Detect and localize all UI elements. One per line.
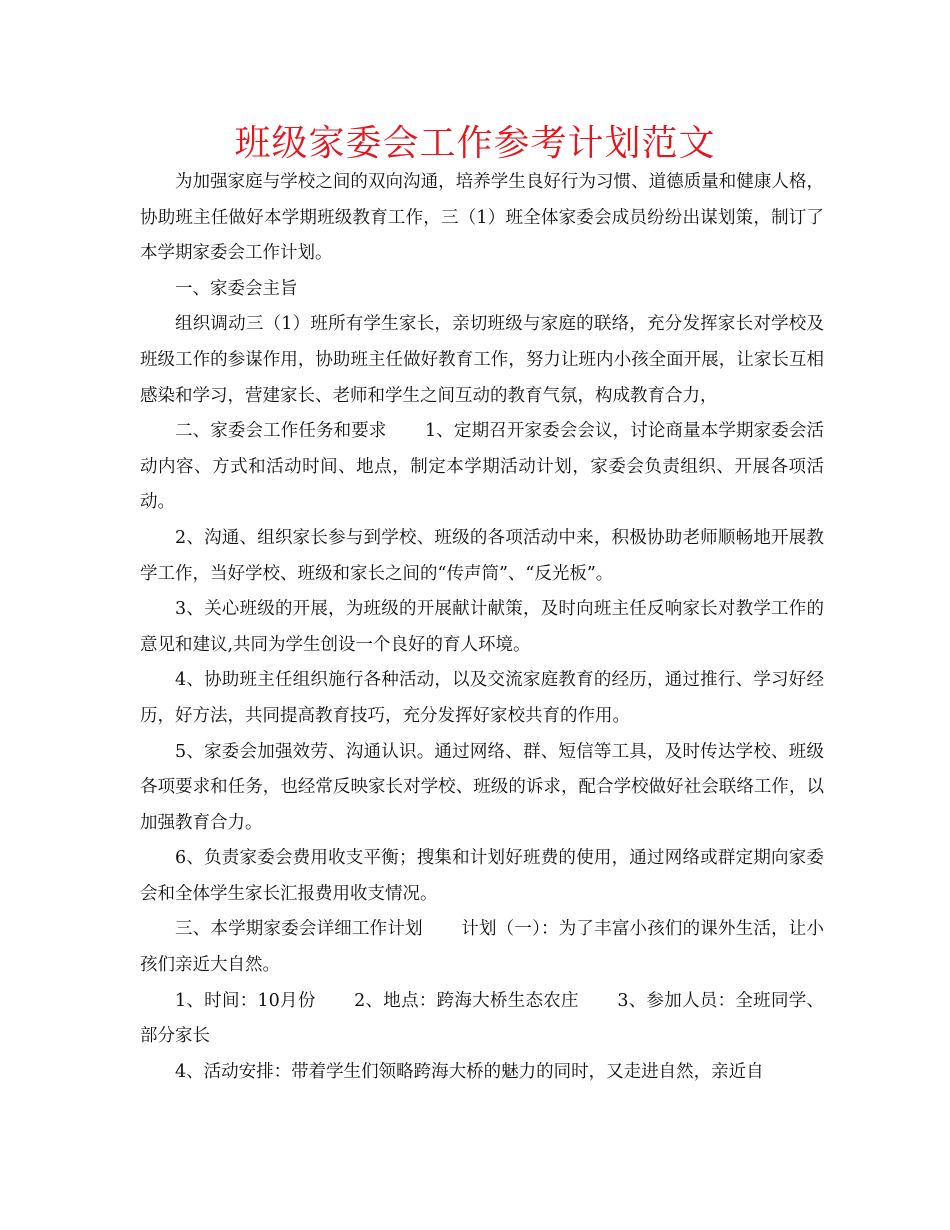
section-3-heading: 三、本学期家委会详细工作计划 [175, 919, 423, 940]
section-1-paragraph: 组织调动三（1）班所有学生家长，亲切班级与家庭的联络，充分发挥家长对学校及班级工作的参谋作用，协助班主任做好教育工作，努力让班内小孩全面开展，让家长互相感染和学习，营建家长、老师和学生之间互动的教育气氛，构成教育合力， [140, 314, 824, 406]
list-item: 4、协助班主任组织施行各种活动，以及交流家庭教育的经历，通过推行、学习好经历，好方法，共同提高教育技巧，充分发挥好家校共育的作用。 [140, 670, 824, 726]
activity-place: 2、地点：跨海大桥生态农庄 [354, 990, 579, 1011]
section-2-item-1: 1、定期召开家委会会议，讨论商量本学期家委会活动内容、方式和活动时间、地点，制定本学期活动计划，家委会负责组织、开展各项活动。 [140, 421, 825, 513]
section-1-heading: 一、家委会主旨 [175, 278, 298, 299]
activity-arrangement: 4、活动安排：带着学生们领略跨海大桥的魅力的同时，又走进自然，亲近自 [175, 1061, 764, 1082]
list-item: 3、关心班级的开展，为班级的开展献计献策，及时向班主任反响家长对教学工作的意见和建议,共同为学生创设一个良好的育人环境。 [140, 599, 824, 655]
section-2-paragraph [140, 414, 824, 521]
activity-details [140, 984, 824, 1055]
activity-time: 1、时间：10月份 [175, 990, 316, 1011]
list-item: 6、负责家委会费用收支平衡；搜集和计划好班费的使用，通过网络或群定期向家委会和全体学生家长汇报费用收支情况。 [140, 848, 824, 904]
document-title: 班级家委会工作参考计划范文 [234, 123, 716, 164]
list-item: 5、家委会加强效劳、沟通认识。通过网络、群、短信等工具，及时传达学校、班级各项要求和任务，也经常反映家长对学校、班级的诉求，配合学校做好社会联络工作，以加强教育合力。 [140, 741, 824, 833]
section-2-heading: 二、家委会工作任务和要求 [175, 421, 387, 442]
list-item: 2、沟通、组织家长参与到学校、班级的各项活动中来，积极协助老师顺畅地开展教学工作，当好学校、班级和家长之间的“传声筒”、“反光板”。 [140, 527, 824, 584]
intro-paragraph: 为加强家庭与学校之间的双向沟通，培养学生良好行为习惯、道德质量和健康人格，协助班主任做好本学期班级教育工作，三（1）班全体家委会成员纷纷出谋划策，制订了本学期家委会工作计划。 [140, 172, 824, 264]
section-3-paragraph [140, 912, 824, 983]
activity-participants: 3、参加人员：全班同学、部分家长 [140, 990, 824, 1047]
document-body [140, 165, 824, 1090]
section-3-plan-1: 计划（一）：为了丰富小孩们的课外生活，让小孩们亲近大自然。 [140, 919, 825, 976]
